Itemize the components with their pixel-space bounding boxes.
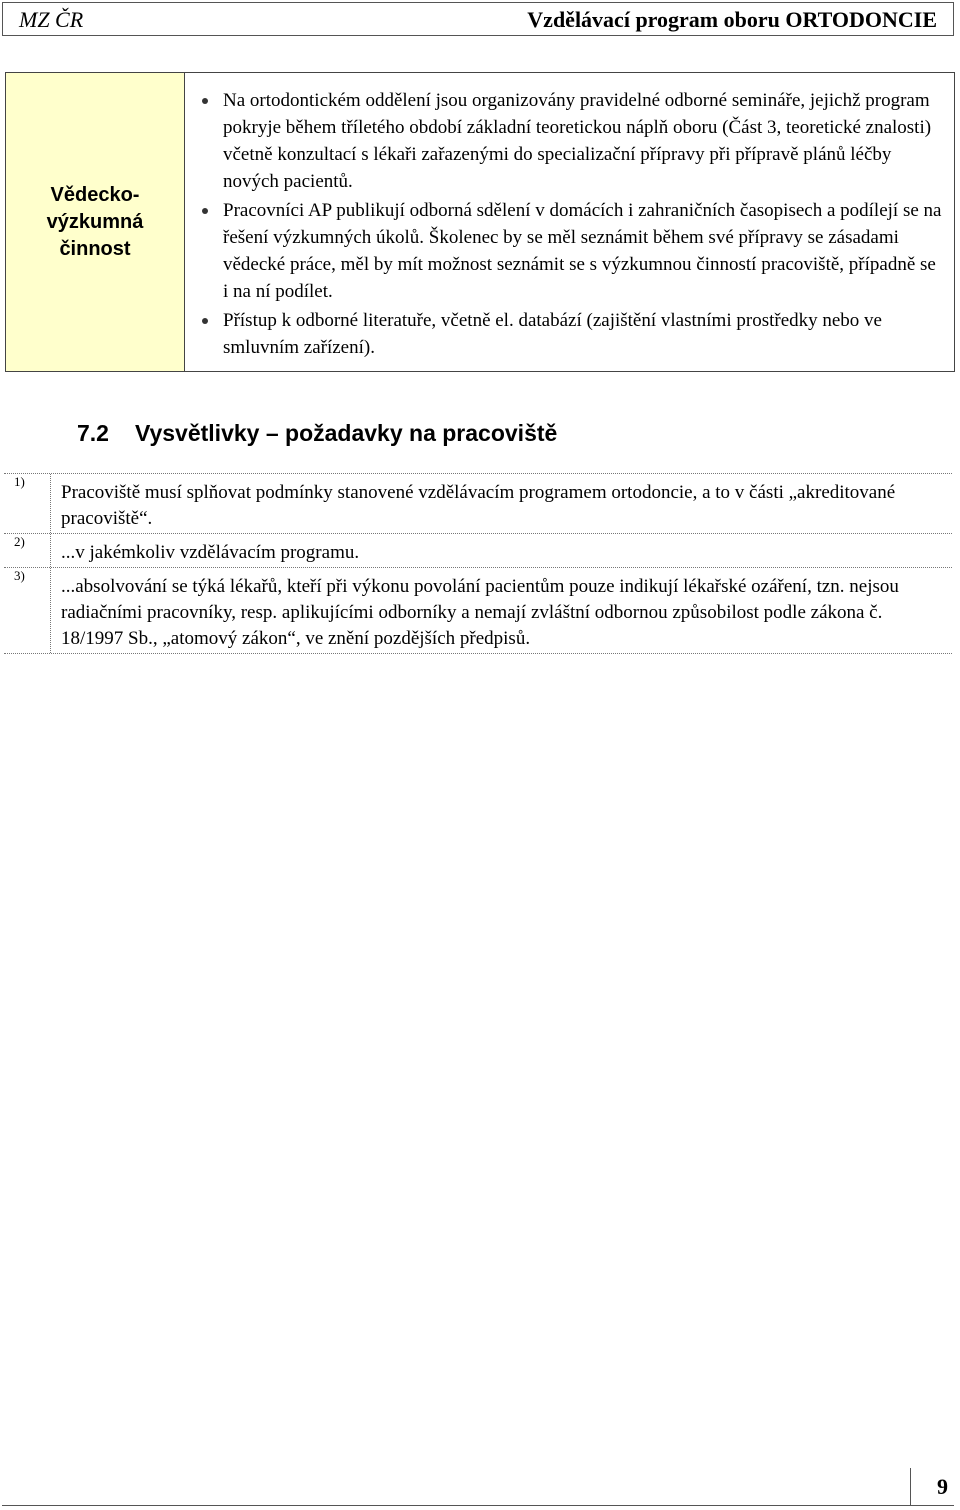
bullet-icon [202,318,208,324]
footnote-mark: 2) [14,534,25,549]
bullet-text: Přístup k odborné literatuře, včetně el. databází (zajištění vlastními prostředky nebo ve smluvním zařízení). [223,310,882,358]
header-left-text: MZ ČR [19,7,84,32]
bullet-icon [202,98,208,104]
footnote-text: Pracoviště musí splňovat podmínky stanovené vzdělávacím programem ortodoncie, a to v části „akreditované pracoviště“. [61,482,896,529]
section-title: Vysvětlivky – požadavky na pracoviště [134,420,558,446]
footnote-divider [50,568,51,653]
bullet-item [197,197,944,305]
page-number: 9 [937,1474,948,1499]
table-content-cell [185,73,954,371]
footnote-mark: 3) [14,568,25,583]
bullet-text: Na ortodontickém oddělení jsou organizovány pravidelné odborné semináře, jejichž program pokryje během tříletého období základní teoretickou náplň oboru (Část 3, teoretické znalosti) včetně konzultací s lékaři zařazenými do specializační přípravy při přípravě plánů léčby nových pacientů. [223,90,932,192]
footnote-text: ...absolvování se týká lékařů, kteří při výkonu povolání pacientům pouze indikují lékařské ozáření, tzn. nejsou radiačními pracovníky, resp. aplikujícími odborníky a nemají zvláštní odbornou způsobilost podle zákona č. 18/1997 Sb., „atomový zákon“, ve znění pozdějších předpisů. [61,576,899,649]
bullet-item [197,307,944,361]
page-header [2,2,954,36]
bullet-item [197,87,944,195]
table-label-line: činnost [59,237,131,260]
bullet-text: Pracovníci AP publikují odborná sdělení v domácích i zahraničních časopisech a podílejí se na řešení výzkumných úkolů. Školenec by se měl seznámit během své přípravy se zásadami vědecké práce, měl by mít možnost seznámit se s výzkumnou činností pracoviště, případně se i na ní podílet. [223,200,942,302]
bullet-icon [202,208,208,214]
header-right-text: Vzdělávací program oboru ORTODONCIE [527,7,937,32]
footnote-item [4,534,952,568]
section-heading [77,420,557,447]
research-table [5,72,955,372]
page-footer [2,1468,954,1506]
footnote-divider [50,474,51,533]
footnote-mark: 1) [14,474,25,489]
footnote-item [4,474,952,534]
footnotes-list [4,473,952,654]
table-label-cell [6,73,185,371]
table-label-line: Vědecko- [50,183,140,206]
footnote-text: ...v jakémkoliv vzdělávacím programu. [61,542,360,563]
footnote-item [4,568,952,654]
bullet-list [197,87,944,361]
footnote-divider [50,534,51,567]
section-number: 7.2 [77,420,109,446]
table-label-line: výzkumná [46,210,144,233]
